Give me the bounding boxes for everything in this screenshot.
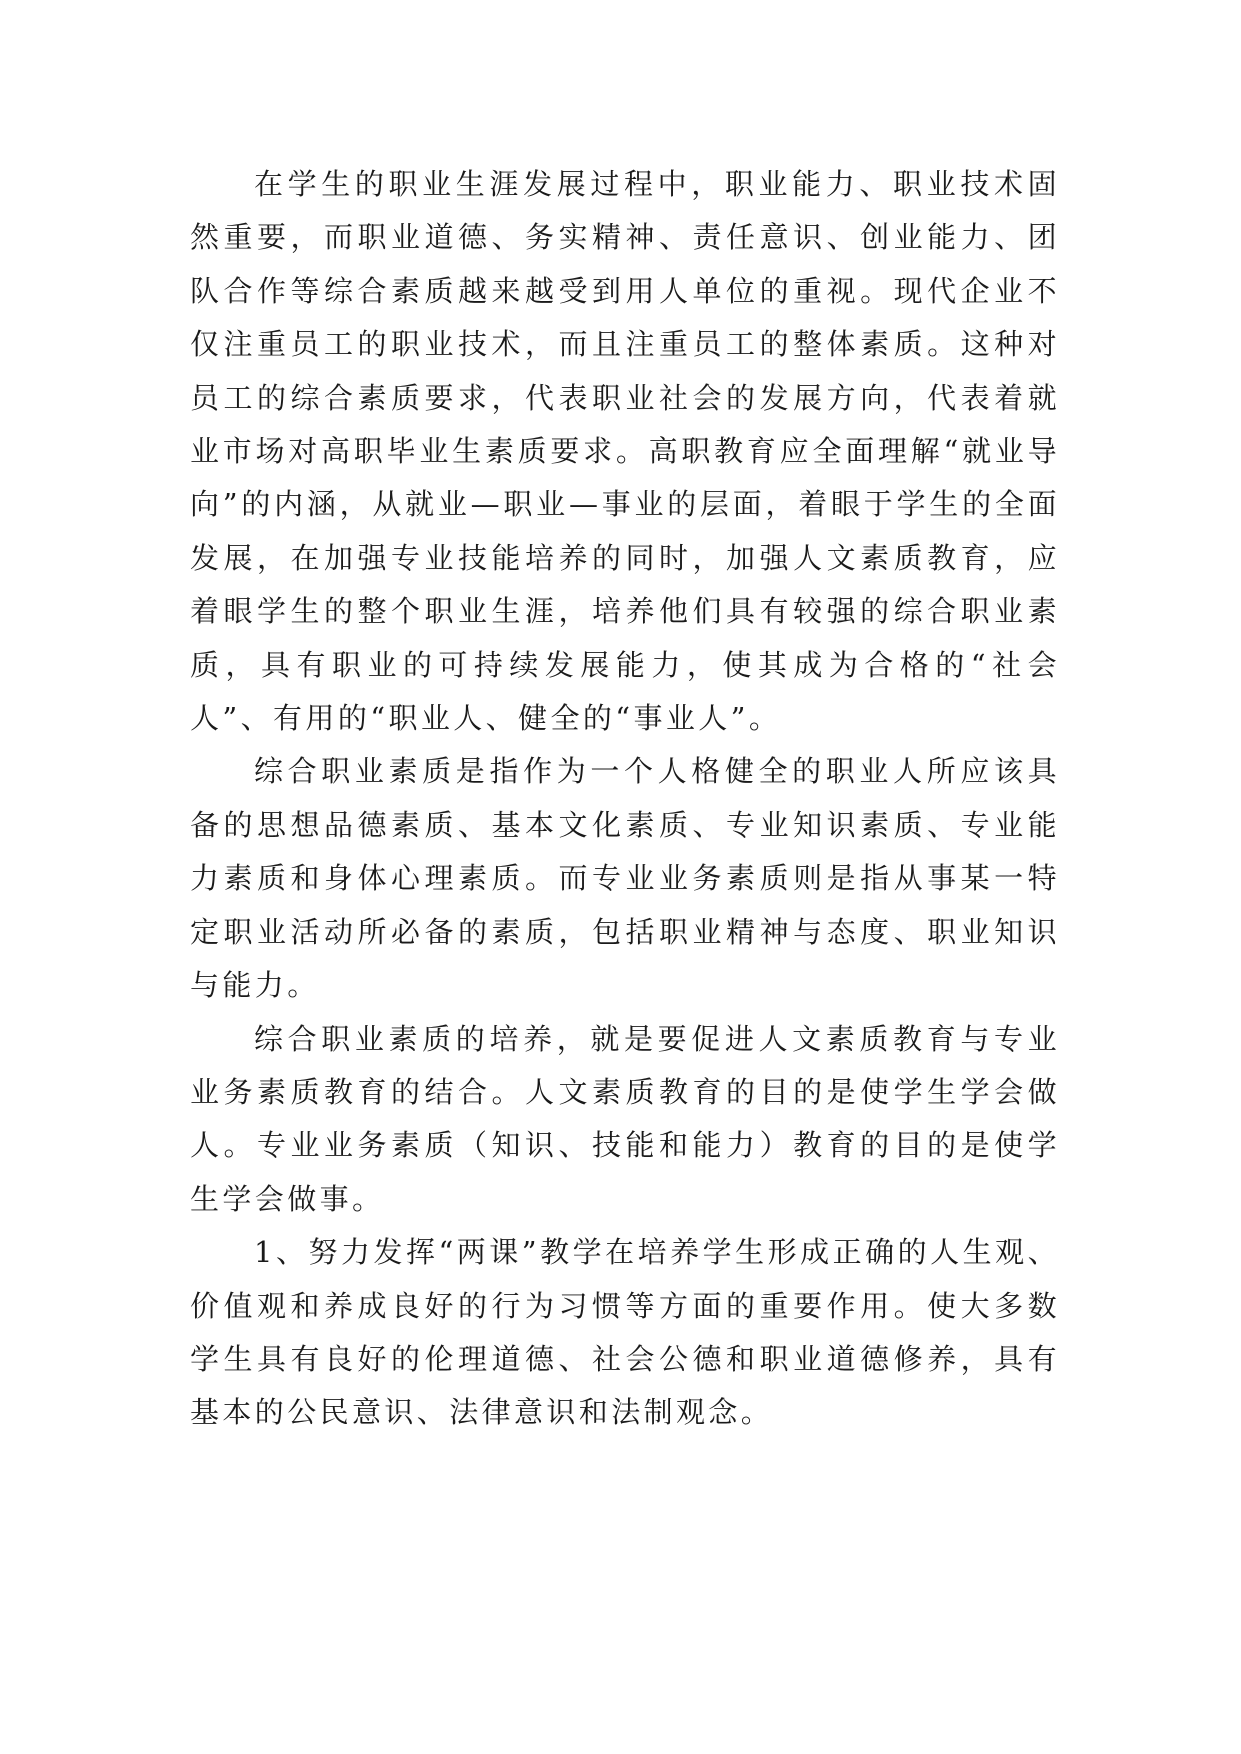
- document-body: [190, 158, 1060, 1440]
- paragraph-comprehensive-quality-definition: 综合职业素质是指作为一个人格健全的职业人所应该具备的思想品德素质、基本文化素质、专业知识素质、专业能力素质和身体心理素质。而专业业务素质则是指从事某一特定职业活动所必备的素质，包括职业精神与态度、职业知识与能力。: [190, 754, 1060, 1003]
- paragraph-item-1: 1、努力发挥“两课”教学在培养学生形成正确的人生观、价值观和养成良好的行为习惯等方面的重要作用。使大多数学生具有良好的伦理道德、社会公德和职业道德修养，具有基本的公民意识、法律意识和法制观念。: [190, 1235, 1060, 1430]
- paragraph-quality-cultivation: 综合职业素质的培养，就是要促进人文素质教育与专业业务素质教育的结合。人文素质教育的目的是使学生学会做人。专业业务素质（知识、技能和能力）教育的目的是使学生学会做事。: [190, 1021, 1060, 1216]
- paragraph-career-development: 在学生的职业生涯发展过程中，职业能力、职业技术固然重要，而职业道德、务实精神、责任意识、创业能力、团队合作等综合素质越来越受到用人单位的重视。现代企业不仅注重员工的职业技术，而且注重员工的整体素质。这种对员工的综合素质要求，代表职业社会的发展方向，代表着就业市场对高职毕业生素质要求。高职教育应全面理解“就业导向”的内涵，从就业—职业—事业的层面，着眼于学生的全面发展，在加强专业技能培养的同时，加强人文素质教育，应着眼学生的整个职业生涯，培养他们具有较强的综合职业素质，具有职业的可持续发展能力，使其成为合格的“社会人”、有用的“职业人、健全的“事业人”。: [190, 167, 1060, 736]
